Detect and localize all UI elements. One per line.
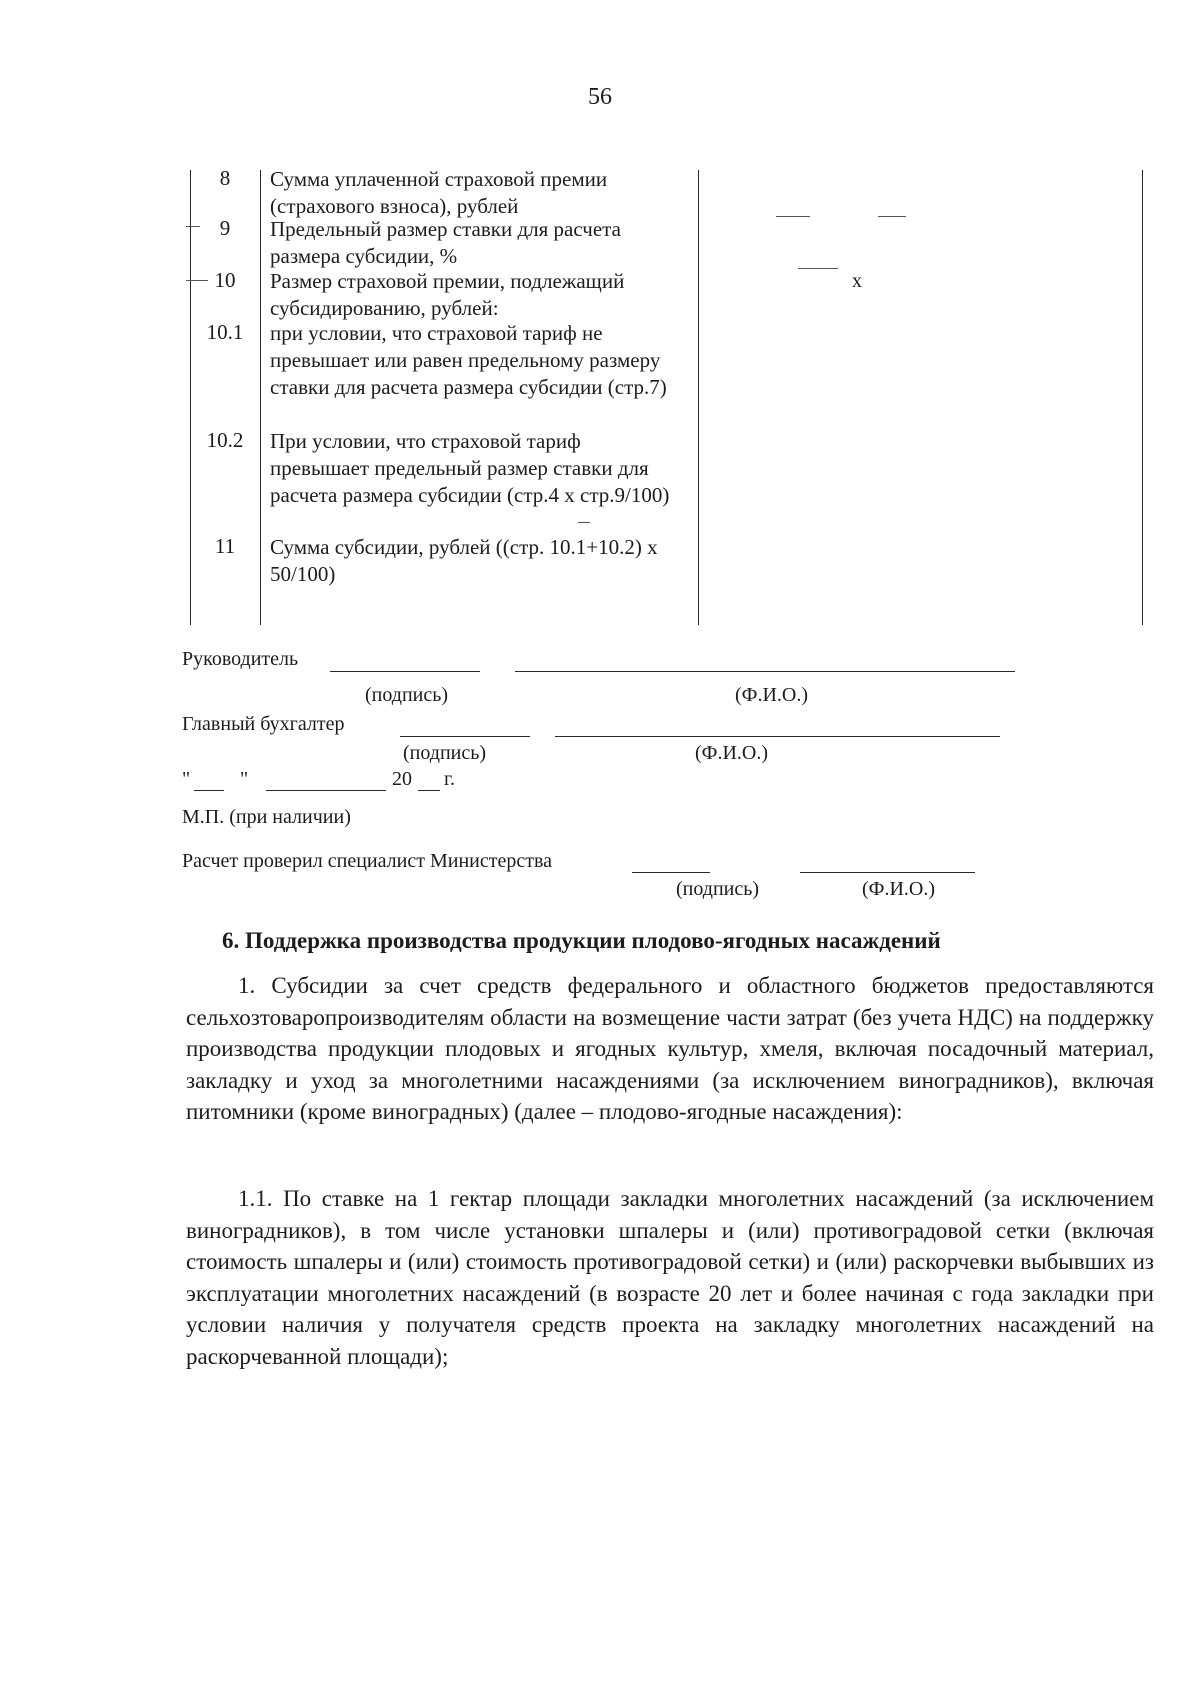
date-quote-open: " (182, 768, 191, 790)
row-label: при условии, что страховой тариф не превышает или равен предельному размеру ставки для расчета размера субсидии (стр.7) (270, 321, 667, 399)
subsidy-calculation-table (188, 166, 1148, 630)
row-separator (578, 522, 590, 523)
row-number: 10 (214, 268, 236, 292)
accountant-signature-line (400, 736, 530, 737)
row-separator (798, 268, 838, 269)
checker-fio-line (800, 872, 975, 873)
paragraph: 1.1. По ставке на 1 гектар площади закладки многолетних насаждений (за исключением виноградников), в том числе установки шпалеры и (или) противоградовой сетки (включая стоимость шпалеры и (или) стоимость противоградовой сетки) и (или) раскорчевки выбывших из эксплуатации многолетних насаждений (в возрасте 20 лет и более начиная с года закладки при условии наличия у получателя средств проекта на закладку многолетних насаждений на раскорчеванной площади); (186, 1186, 1154, 1369)
accountant-label: Главный бухгалтер (182, 713, 345, 735)
director-fio-caption: (Ф.И.О.) (735, 684, 809, 706)
row-separator (878, 216, 906, 217)
paragraph: 1. Субсидии за счет средств федерального и областного бюджетов предоставляются сельхозтоваропроизводителям области на возмещение части затрат (без учета НДС) на поддержку производства продукции плодовых и ягодных культур, хмеля, включая посадочный материал, закладку и уход за многолетними насаждениями (за исключением виноградников), включая питомники (кроме виноградных) (далее – плодово-ягодные насаждения): (186, 973, 1154, 1124)
accountant-fio-caption: (Ф.И.О.) (695, 742, 769, 764)
checked-by-label: Расчет проверил специалист Министерства (182, 850, 553, 872)
director-fio-line (515, 671, 1015, 672)
row-label: Сумма уплаченной страховой премии (страхового взноса), рублей (270, 167, 608, 218)
checker-signature-line (632, 872, 710, 873)
row-number: 9 (219, 216, 231, 240)
checker-signature-caption: (подпись) (676, 878, 760, 900)
date-year-suffix: г. (444, 768, 455, 790)
table-divider-number (260, 170, 261, 625)
row-number: 10.2 (206, 428, 244, 452)
director-signature-caption: (подпись) (365, 684, 449, 706)
table-divider-value (698, 170, 699, 625)
director-label: Руководитель (182, 648, 299, 670)
page-number: 56 (588, 84, 612, 110)
date-quote-close: " (240, 768, 249, 790)
date-year: 20 (392, 768, 412, 790)
date-day-line (194, 790, 224, 791)
row-number: 8 (219, 166, 231, 190)
director-signature-line (330, 671, 480, 672)
date-year-line (418, 790, 440, 791)
section-title: 6. Поддержка производства продукции плодово-ягодных насаждений (222, 928, 941, 953)
accountant-signature-caption: (подпись) (403, 742, 487, 764)
row-label: Сумма субсидии, рублей ((стр. 10.1+10.2) х 50/100) (270, 535, 658, 586)
table-border-right (1142, 170, 1143, 625)
row-label: Предельный размер ставки для расчета размера субсидии, % (270, 217, 621, 268)
row-label: Размер страховой премии, подлежащий субсидированию, рублей: (270, 269, 625, 320)
date-month-line (266, 790, 386, 791)
checker-fio-caption: (Ф.И.О.) (862, 878, 936, 900)
row-separator (776, 216, 810, 217)
stamp-note: М.П. (при наличии) (182, 806, 351, 828)
row-number: 11 (214, 534, 236, 558)
row-label: При условии, что страховой тариф превышает предельный размер ставки для расчета размера субсидии (стр.4 х стр.9/100) (270, 429, 670, 507)
accountant-fio-line (555, 736, 1000, 737)
row-value: х (852, 270, 862, 292)
row-number: 10.1 (206, 320, 244, 344)
